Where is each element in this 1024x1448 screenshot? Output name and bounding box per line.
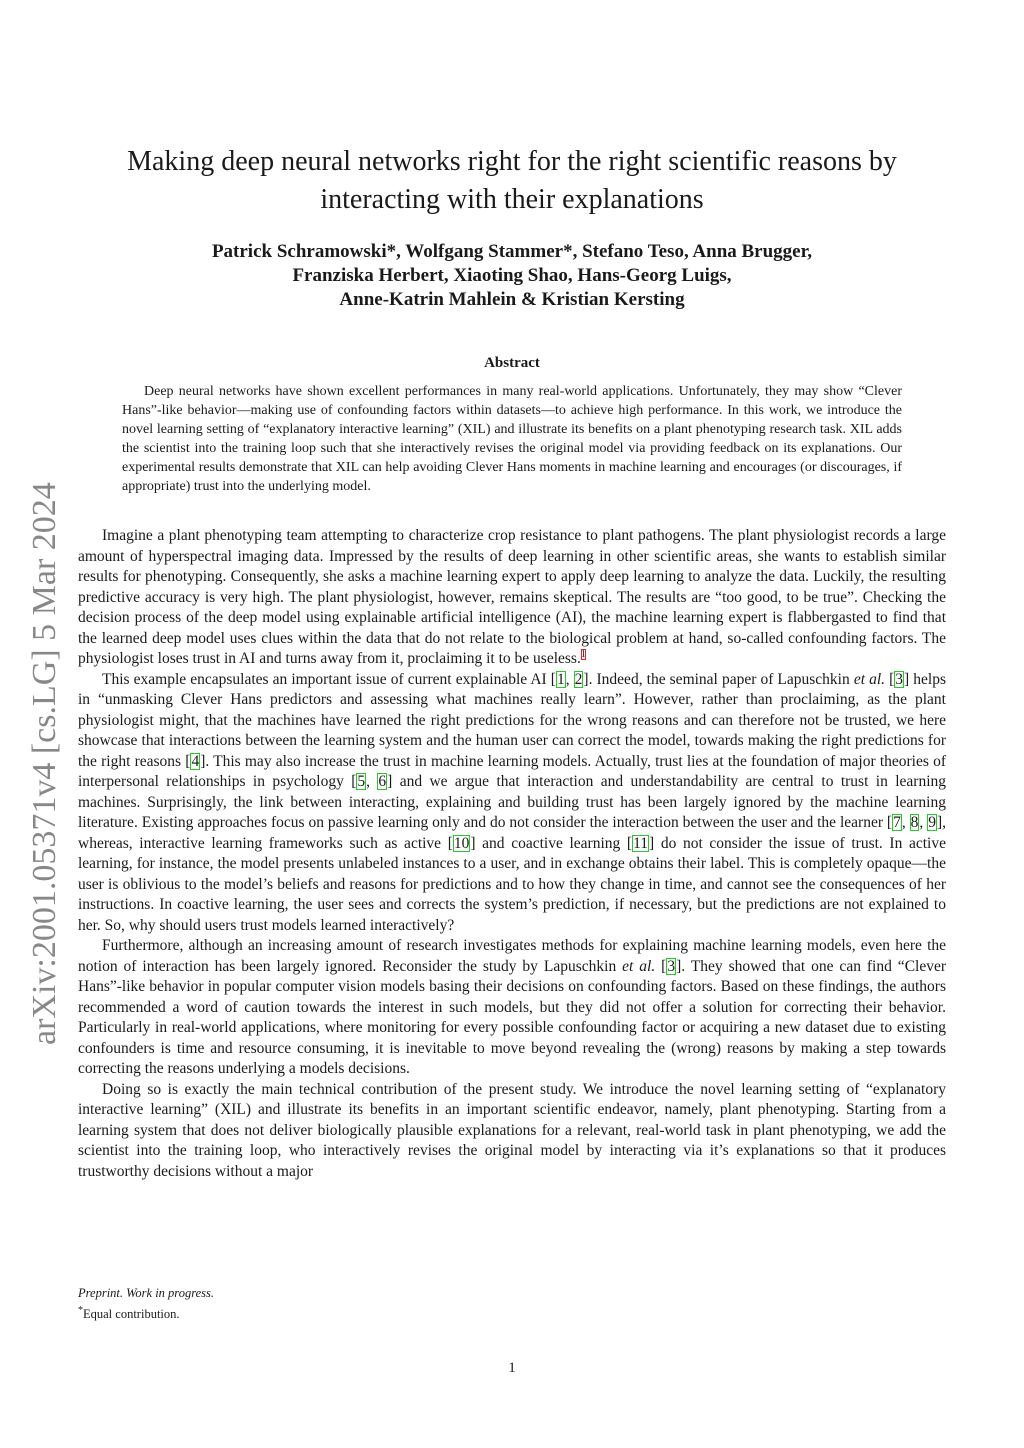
- citation-link[interactable]: 7: [893, 814, 901, 831]
- author-line-3: Anne-Katrin Mahlein & Kristian Kersting: [339, 289, 685, 310]
- citation-link[interactable]: 2: [574, 670, 583, 688]
- p2-sep: ,: [901, 814, 910, 831]
- equal-contribution-text: Equal contribution.: [83, 1307, 180, 1322]
- author-list: [0, 240, 1024, 312]
- citation-link[interactable]: 3: [895, 670, 904, 688]
- paragraph-1: [78, 526, 946, 670]
- p2-text-b: ]. Indeed, the seminal paper of Lapuschkin: [583, 670, 854, 688]
- abstract-text: Deep neural networks have shown excellent performances in many real-world applications. Unfortunately, they may show “Clever Hans”-like behavior—making use of confounding factors within datasets—to achieve high performance. In this work, we introduce the novel learning setting of “explanatory interactive learning” (XIL) and illustrate its benefits on a plant phenotyping research task. XIL adds the scientist into the training loop such that she interactively revises the original model via providing feedback on its explanations. Our experimental results demonstrate that XIL can help avoiding Clever Hans moments in machine learning and encourages (or discourages, if appropriate) trust into the underlying model.: [122, 384, 902, 494]
- footnote-marker: *: [78, 1305, 83, 1316]
- abstract-heading: Abstract: [484, 355, 540, 371]
- arxiv-identifier: arXiv:2001.05371v4 [cs.LG] 5 Mar 2024: [26, 482, 63, 1045]
- equal-contribution-note: [78, 1302, 578, 1323]
- paragraph-1-text: Imagine a plant phenotyping team attempting to characterize crop resistance to plant pathogens. The plant physiologist records a large amount of hyperspectral imaging data. Impressed by the results of deep learning in other scientific areas, she wants to establish similar results for phenotyping. Consequently, she asks a machine learning expert to apply deep learning to analyze the data. Luckily, the resulting predictive accuracy is very high. The plant physiologist, however, remains skeptical. The results are “too good, to be true”. Checking the decision process of the deep model using explainable artificial intelligence (AI), the machine learning expert is flabbergasted to find that the learned deep model uses clues within the data that do not relate to the biological problem at hand, so-called confounding factors. The physiologist loses trust in AI and turns away from it, proclaiming it to be useless.: [78, 527, 946, 667]
- citation-link[interactable]: 3: [667, 957, 676, 975]
- p3-text-b: [: [655, 957, 667, 975]
- paragraph-4: Doing so is exactly the main technical contribution of the present study. We introduce the novel learning setting of “explanatory interactive learning” (XIL) and illustrate its benefits in an important scientific endeavor, namely, plant phenotyping. Starting from a learning system that does not deliver biologically plausible explanations for a relevant, real-world task in plant phenotyping, we add the scientist into the training loop, who interactively revises the original model by interacting via it’s explanations so that it produces trustworthy decisions without a major: [78, 1080, 946, 1180]
- p2-sep: ,: [919, 814, 928, 831]
- p2-text-h: ] and coactive learning [: [470, 834, 633, 852]
- footnotes: [78, 1285, 578, 1323]
- citation-link[interactable]: 9: [928, 814, 936, 831]
- footnote-link[interactable]: 1: [580, 648, 586, 660]
- title-line-1: Making deep neural networks right for the right scientific reasons by: [127, 146, 897, 177]
- p3-text-c: ]. They showed that one can find “Clever Hans”-like behavior in popular computer vision models basing their decisions on confounding factors. Based on these findings, the authors recommended a word of caution towards the interest in such models, but they did not offer a solution for correcting their behavior. Particularly in real-world applications, where monitoring for every possible confounding factor or acquiring a new dataset due to existing confounders is time and resource consuming, it is inevitable to move beyond revealing the (wrong) reasons by making a step towards correcting the reasons underlying a models decisions.: [78, 957, 947, 1077]
- p2-text-a: This example encapsulates an important issue of current explainable AI [: [102, 670, 556, 688]
- author-line-1: Patrick Schramowski*, Wolfgang Stammer*, Stefano Teso, Anna Brugger,: [211, 241, 813, 262]
- title-line-2: interacting with their explanations: [320, 184, 704, 215]
- p2-text-f: ] and we argue that interaction and understandability are central to trust in learning machines. Surprisingly, the link between interacting, explaining and building trust has been largely ignored by the machine learning literature. Existing approaches focus on passive learning only and do not consider the interaction between the user and the learner [: [78, 773, 947, 831]
- p2-text-d: ] helps in “unmasking Clever Hans predictors and assessing what machines really learn”. However, rather than proclaiming, as the plant physiologist might, that the machines have learned the right predictions for the wrong reasons and can therefore not be trusted, we here showcase that interactions between the learning system and the human user can correct the model, towards making the right predictions for the right reasons [: [78, 670, 946, 770]
- p3-etal: et al.: [622, 957, 656, 975]
- p2-etal: et al.: [853, 670, 886, 688]
- p3-text-a: Furthermore, although an increasing amount of research investigates methods for explaining machine learning models, even here the notion of interaction has been largely ignored. Reconsider the study by Lapuschkin: [78, 937, 946, 975]
- p2-text-c: [: [885, 670, 895, 688]
- p2-text-i: ] do not consider the issue of trust. In active learning, for instance, the model presents unlabeled instances to a user, and in exchange obtains their label. This is completely opaque—the user is oblivious to the model’s beliefs and reasons for predictions and to how they change in time, and cannot see the consequences of her instructions. In coactive learning, the user sees and corrects the system’s prediction, if necessary, but the predictions are not explained to her. So, why should users trust models learned interactively?: [78, 834, 946, 934]
- paragraph-2: [78, 670, 946, 937]
- citation-link[interactable]: 10: [453, 834, 470, 852]
- p2-sep: ,: [366, 773, 378, 790]
- citation-link[interactable]: 1: [556, 670, 565, 688]
- citation-link[interactable]: 8: [910, 814, 919, 831]
- body-text: [78, 526, 946, 1182]
- author-line-2: Franziska Herbert, Xiaoting Shao, Hans-Georg Luigs,: [292, 265, 732, 286]
- citation-link[interactable]: 5: [357, 773, 366, 790]
- p2-text-g: ], whereas, interactive learning frameworks such as active [: [78, 814, 947, 852]
- paragraph-3: [78, 936, 946, 1080]
- citation-link[interactable]: 6: [378, 773, 387, 790]
- p2-text-e: ]. This may also increase the trust in machine learning models. Actually, trust lies at the foundation of major theories of interpersonal relationships in psychology [: [78, 752, 946, 790]
- citation-link[interactable]: 11: [633, 834, 649, 852]
- page-number: 1: [508, 1360, 516, 1376]
- citation-link[interactable]: 4: [191, 752, 200, 770]
- p2-sep: ,: [565, 670, 574, 688]
- paper-title: [0, 143, 1024, 219]
- preprint-note: Preprint. Work in progress.: [78, 1286, 214, 1300]
